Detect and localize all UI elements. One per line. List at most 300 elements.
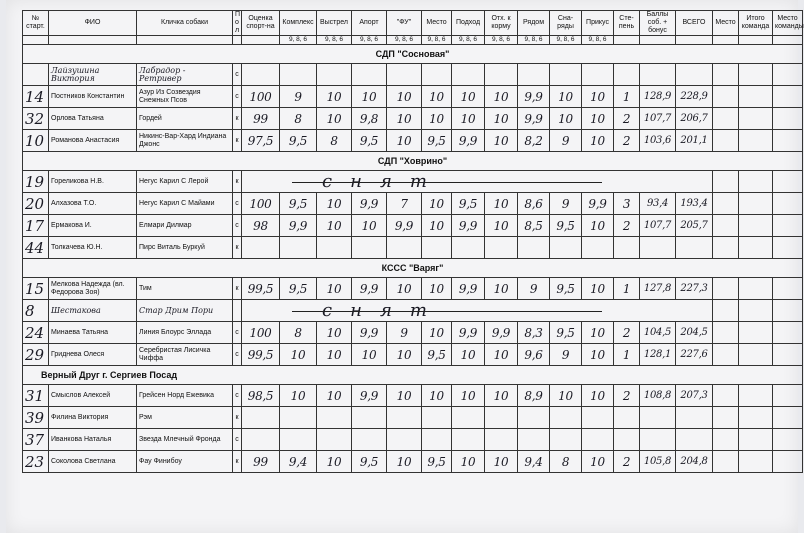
score-total: 227,3	[676, 278, 713, 300]
dog-name: Пирс Виталь Буркуй	[137, 237, 233, 259]
score-bite: 10	[582, 108, 614, 130]
participant-row	[23, 322, 803, 344]
handler-name: Минаева Татьяна	[49, 322, 137, 344]
place-cell	[713, 429, 739, 451]
team-place-cell	[773, 344, 803, 366]
team-total-cell	[739, 451, 773, 473]
score-away: 10	[485, 108, 518, 130]
score-place-ex	[422, 237, 452, 259]
team-place-cell	[773, 407, 803, 429]
place-cell	[713, 171, 739, 193]
score-aport	[352, 237, 387, 259]
score-place-ex: 10	[422, 215, 452, 237]
team-place-cell	[773, 451, 803, 473]
score-heel: 9,9	[518, 108, 550, 130]
score-approach: 9,9	[452, 130, 485, 152]
col-header-sex: П о л	[233, 11, 242, 36]
sex-cell: с	[233, 344, 242, 366]
participant-row	[23, 407, 803, 429]
score-place-ex: 10	[422, 278, 452, 300]
score-away: 10	[485, 130, 518, 152]
score-fu	[387, 64, 422, 86]
place-cell	[713, 300, 739, 322]
team-group-row	[23, 152, 803, 171]
team-total-cell	[739, 300, 773, 322]
sex-cell: к	[233, 407, 242, 429]
score-bonus	[640, 237, 676, 259]
col-header-fu: "ФУ"	[387, 11, 422, 36]
coef-aport: 9, 8, 6	[352, 36, 387, 45]
participant-row	[23, 86, 803, 108]
score-assessment	[242, 64, 280, 86]
team-total-cell	[739, 86, 773, 108]
coef-fu: 9, 8, 6	[387, 36, 422, 45]
start-number: 20	[23, 193, 49, 215]
score-complex: 9,5	[280, 130, 317, 152]
score-away	[485, 237, 518, 259]
score-bonus: 105,8	[640, 451, 676, 473]
score-degree: 3	[614, 193, 640, 215]
score-bite: 10	[582, 278, 614, 300]
col-header-fio: ФИО	[49, 11, 137, 36]
score-equip: 8	[550, 451, 582, 473]
col-header-dog: Кличка собаки	[137, 11, 233, 36]
score-total: 204,5	[676, 322, 713, 344]
score-total: 207,3	[676, 385, 713, 407]
score-aport: 9,9	[352, 385, 387, 407]
score-total	[676, 237, 713, 259]
sex-cell: к	[233, 130, 242, 152]
score-bonus: 107,7	[640, 215, 676, 237]
score-shot	[317, 64, 352, 86]
handler-name: Шестакова	[49, 300, 137, 322]
score-away	[485, 407, 518, 429]
score-bonus: 107,7	[640, 108, 676, 130]
participant-row	[23, 278, 803, 300]
dog-name: Рэм	[137, 407, 233, 429]
sex-cell: с	[233, 64, 242, 86]
team-place-cell	[773, 322, 803, 344]
col-header-degree: Сте- пень	[614, 11, 640, 36]
col-header-complex: Комплекс	[280, 11, 317, 36]
col-header-place: Место	[713, 11, 739, 36]
col-header-team-place: Место команды	[773, 11, 803, 36]
col-header-away: Отх. к корму	[485, 11, 518, 36]
score-approach: 9,9	[452, 322, 485, 344]
header-row	[23, 11, 803, 36]
dog-name: Негус Карил С Лерой	[137, 171, 233, 193]
team-place-cell	[773, 171, 803, 193]
team-total-cell	[739, 344, 773, 366]
team-total-cell	[739, 429, 773, 451]
score-heel: 9,6	[518, 344, 550, 366]
score-fu: 10	[387, 130, 422, 152]
score-degree: 2	[614, 130, 640, 152]
score-complex: 9,5	[280, 278, 317, 300]
start-number: 8	[23, 300, 49, 322]
handler-name: Романова Анастасия	[49, 130, 137, 152]
score-place-ex: 10	[422, 322, 452, 344]
score-fu: 10	[387, 108, 422, 130]
score-shot: 10	[317, 385, 352, 407]
score-approach	[452, 429, 485, 451]
place-cell	[713, 322, 739, 344]
score-heel	[518, 64, 550, 86]
score-complex: 8	[280, 108, 317, 130]
score-fu: 10	[387, 451, 422, 473]
score-away: 10	[485, 193, 518, 215]
score-degree: 2	[614, 451, 640, 473]
score-assessment: 100	[242, 322, 280, 344]
score-total: 206,7	[676, 108, 713, 130]
score-shot: 10	[317, 215, 352, 237]
start-number: 37	[23, 429, 49, 451]
score-complex	[280, 407, 317, 429]
participant-row	[23, 237, 803, 259]
score-equip: 10	[550, 86, 582, 108]
score-away: 10	[485, 385, 518, 407]
score-aport: 9,9	[352, 278, 387, 300]
dog-name: Линия Блоурс Эллада	[137, 322, 233, 344]
sex-cell: к	[233, 237, 242, 259]
handler-name: Гриднева Олеся	[49, 344, 137, 366]
score-aport: 10	[352, 215, 387, 237]
col-header-num: № старт.	[23, 11, 49, 36]
score-total: 204,8	[676, 451, 713, 473]
dog-name: Звезда Млечный Фронда	[137, 429, 233, 451]
col-header-approach: Подход	[452, 11, 485, 36]
score-total: 201,1	[676, 130, 713, 152]
place-cell	[713, 130, 739, 152]
score-bite	[582, 237, 614, 259]
sex-cell: к	[233, 278, 242, 300]
team-total-cell	[739, 385, 773, 407]
score-approach: 9,9	[452, 215, 485, 237]
score-away: 10	[485, 215, 518, 237]
score-bite: 9,9	[582, 193, 614, 215]
place-cell	[713, 108, 739, 130]
team-place-cell	[773, 237, 803, 259]
team-place-cell	[773, 215, 803, 237]
handler-name: Постников Константин	[49, 86, 137, 108]
score-approach: 10	[452, 451, 485, 473]
score-shot: 10	[317, 344, 352, 366]
score-place-ex	[422, 64, 452, 86]
score-equip: 9,5	[550, 278, 582, 300]
participant-row	[23, 344, 803, 366]
score-complex: 8	[280, 322, 317, 344]
score-equip: 9	[550, 193, 582, 215]
team-total-cell	[739, 322, 773, 344]
score-total: 205,7	[676, 215, 713, 237]
score-degree	[614, 237, 640, 259]
score-heel: 9,4	[518, 451, 550, 473]
score-assessment: 98,5	[242, 385, 280, 407]
score-complex: 9	[280, 86, 317, 108]
score-aport: 9,9	[352, 322, 387, 344]
team-group-row	[23, 366, 803, 385]
team-total-cell	[739, 108, 773, 130]
score-aport: 9,9	[352, 193, 387, 215]
sex-cell: с	[233, 86, 242, 108]
dog-name: Серебристая Лисичка Чиффа	[137, 344, 233, 366]
start-number: 24	[23, 322, 49, 344]
participant-row	[23, 385, 803, 407]
participant-row	[23, 171, 803, 193]
score-equip: 9,5	[550, 215, 582, 237]
team-place-cell	[773, 86, 803, 108]
score-degree: 2	[614, 108, 640, 130]
team-total-cell	[739, 237, 773, 259]
score-fu: 10	[387, 385, 422, 407]
score-equip: 9,5	[550, 322, 582, 344]
start-number: 44	[23, 237, 49, 259]
place-cell	[713, 451, 739, 473]
score-bite: 10	[582, 130, 614, 152]
score-bite	[582, 407, 614, 429]
team-place-cell	[773, 64, 803, 86]
score-heel	[518, 429, 550, 451]
sex-cell	[233, 300, 242, 322]
score-assessment: 100	[242, 86, 280, 108]
team-place-cell	[773, 429, 803, 451]
score-fu	[387, 407, 422, 429]
score-shot: 10	[317, 278, 352, 300]
start-number: 29	[23, 344, 49, 366]
score-assessment	[242, 429, 280, 451]
place-cell	[713, 407, 739, 429]
team-group-row	[23, 259, 803, 278]
team-place-cell	[773, 193, 803, 215]
score-total: 193,4	[676, 193, 713, 215]
handler-name: Мелкова Надежда (вл. Федорова Зоя)	[49, 278, 137, 300]
score-aport	[352, 429, 387, 451]
dog-name: Лабрадор - Ретривер	[137, 64, 233, 86]
score-bite	[582, 64, 614, 86]
score-assessment: 100	[242, 193, 280, 215]
team-total-cell	[739, 171, 773, 193]
score-bonus	[640, 407, 676, 429]
coef-away: 9, 8, 6	[485, 36, 518, 45]
score-approach: 10	[452, 344, 485, 366]
team-place-cell	[773, 130, 803, 152]
score-place-ex: 10	[422, 86, 452, 108]
score-shot	[317, 429, 352, 451]
sex-cell: с	[233, 429, 242, 451]
score-place-ex: 9,5	[422, 344, 452, 366]
coefficient-row	[23, 36, 803, 45]
score-shot	[317, 407, 352, 429]
score-fu	[387, 237, 422, 259]
score-heel: 8,6	[518, 193, 550, 215]
score-place-ex: 10	[422, 108, 452, 130]
place-cell	[713, 215, 739, 237]
participant-row	[23, 429, 803, 451]
score-place-ex: 10	[422, 385, 452, 407]
team-total-cell	[739, 130, 773, 152]
dog-name: Негус Карил С Майами	[137, 193, 233, 215]
score-degree	[614, 64, 640, 86]
score-complex	[280, 64, 317, 86]
score-shot	[317, 237, 352, 259]
score-heel: 8,3	[518, 322, 550, 344]
dog-name: Азур Из Созвездия Снежных Псов	[137, 86, 233, 108]
score-table	[22, 10, 803, 473]
handler-name: Смыслов Алексей	[49, 385, 137, 407]
handler-name: Соколова Светлана	[49, 451, 137, 473]
place-cell	[713, 237, 739, 259]
score-complex	[280, 237, 317, 259]
score-assessment: 99,5	[242, 344, 280, 366]
score-total	[676, 407, 713, 429]
score-total	[676, 64, 713, 86]
score-heel: 9,9	[518, 86, 550, 108]
place-cell	[713, 86, 739, 108]
score-degree: 1	[614, 344, 640, 366]
dog-name: Гордей	[137, 108, 233, 130]
score-bite: 10	[582, 385, 614, 407]
participant-row	[23, 130, 803, 152]
col-header-bite: Прикус	[582, 11, 614, 36]
score-place-ex: 9,5	[422, 451, 452, 473]
score-approach: 9,5	[452, 193, 485, 215]
score-away	[485, 429, 518, 451]
score-equip	[550, 64, 582, 86]
score-bonus: 127,8	[640, 278, 676, 300]
place-cell	[713, 344, 739, 366]
score-fu: 7	[387, 193, 422, 215]
coef-complex: 9, 8, 6	[280, 36, 317, 45]
score-bonus: 128,1	[640, 344, 676, 366]
score-fu: 9	[387, 322, 422, 344]
place-cell	[713, 278, 739, 300]
score-shot: 8	[317, 130, 352, 152]
score-aport: 9,8	[352, 108, 387, 130]
score-heel: 8,5	[518, 215, 550, 237]
score-assessment	[242, 237, 280, 259]
score-place-ex: 10	[422, 193, 452, 215]
handler-name: Иванкова Наталья	[49, 429, 137, 451]
dog-name: Елмари Дилмар	[137, 215, 233, 237]
score-place-ex	[422, 429, 452, 451]
handler-name: Филина Виктория	[49, 407, 137, 429]
score-degree: 2	[614, 385, 640, 407]
score-assessment: 98	[242, 215, 280, 237]
handler-name: Лайзушина Виктория	[49, 64, 137, 86]
team-group-row	[23, 45, 803, 64]
handler-name: Алхазова Т.О.	[49, 193, 137, 215]
score-heel: 8,2	[518, 130, 550, 152]
participant-row	[23, 451, 803, 473]
score-equip: 9	[550, 130, 582, 152]
coef-equip: 9, 8, 6	[550, 36, 582, 45]
score-assessment: 97,5	[242, 130, 280, 152]
score-bite: 10	[582, 86, 614, 108]
coef-bite: 9, 8, 6	[582, 36, 614, 45]
score-assessment: 99,5	[242, 278, 280, 300]
score-approach: 10	[452, 385, 485, 407]
score-total: 227,6	[676, 344, 713, 366]
team-name: СДП "Ховрино"	[23, 152, 803, 171]
participant-row	[23, 215, 803, 237]
col-header-shot: Выстрел	[317, 11, 352, 36]
score-equip	[550, 407, 582, 429]
score-degree: 2	[614, 215, 640, 237]
col-header-total: ВСЕГО	[676, 11, 713, 36]
score-complex: 9,5	[280, 193, 317, 215]
coef-heel: 9, 8, 6	[518, 36, 550, 45]
place-cell	[713, 385, 739, 407]
score-equip: 10	[550, 385, 582, 407]
handler-name: Орлова Татьяна	[49, 108, 137, 130]
score-shot: 10	[317, 108, 352, 130]
paper-sheet	[6, 0, 804, 533]
score-equip	[550, 429, 582, 451]
start-number: 31	[23, 385, 49, 407]
col-header-aport: Апорт	[352, 11, 387, 36]
score-away: 10	[485, 451, 518, 473]
score-complex: 9,4	[280, 451, 317, 473]
score-equip: 10	[550, 108, 582, 130]
score-degree: 2	[614, 322, 640, 344]
team-place-cell	[773, 300, 803, 322]
col-header-heel: Рядом	[518, 11, 550, 36]
col-header-place-ex: Место	[422, 11, 452, 36]
team-place-cell	[773, 278, 803, 300]
score-degree	[614, 407, 640, 429]
score-aport: 9,5	[352, 130, 387, 152]
score-fu: 9,9	[387, 215, 422, 237]
participant-row	[23, 64, 803, 86]
score-approach	[452, 237, 485, 259]
score-equip: 9	[550, 344, 582, 366]
score-shot: 10	[317, 193, 352, 215]
sex-cell: к	[233, 451, 242, 473]
col-header-team-total: Итого команда	[739, 11, 773, 36]
place-cell	[713, 193, 739, 215]
score-heel: 8,9	[518, 385, 550, 407]
score-complex: 9,9	[280, 215, 317, 237]
scratched-note: снят	[242, 300, 713, 322]
score-fu: 10	[387, 86, 422, 108]
dog-name: Тим	[137, 278, 233, 300]
score-away: 10	[485, 278, 518, 300]
score-bonus: 103,6	[640, 130, 676, 152]
start-number: 32	[23, 108, 49, 130]
score-bonus	[640, 429, 676, 451]
score-degree: 1	[614, 86, 640, 108]
score-assessment: 99	[242, 451, 280, 473]
score-approach: 10	[452, 108, 485, 130]
team-place-cell	[773, 385, 803, 407]
score-fu: 10	[387, 278, 422, 300]
coef-approach: 9, 8, 6	[452, 36, 485, 45]
score-equip	[550, 237, 582, 259]
team-place-cell	[773, 108, 803, 130]
score-away: 10	[485, 86, 518, 108]
col-header-bonus: Баллы соб. + бонус	[640, 11, 676, 36]
score-bite: 10	[582, 322, 614, 344]
participant-row	[23, 108, 803, 130]
score-approach: 9,9	[452, 278, 485, 300]
start-number: 10	[23, 130, 49, 152]
score-approach: 10	[452, 86, 485, 108]
score-fu: 10	[387, 344, 422, 366]
team-total-cell	[739, 64, 773, 86]
score-bonus: 93,4	[640, 193, 676, 215]
score-bite: 10	[582, 215, 614, 237]
sex-cell: с	[233, 193, 242, 215]
